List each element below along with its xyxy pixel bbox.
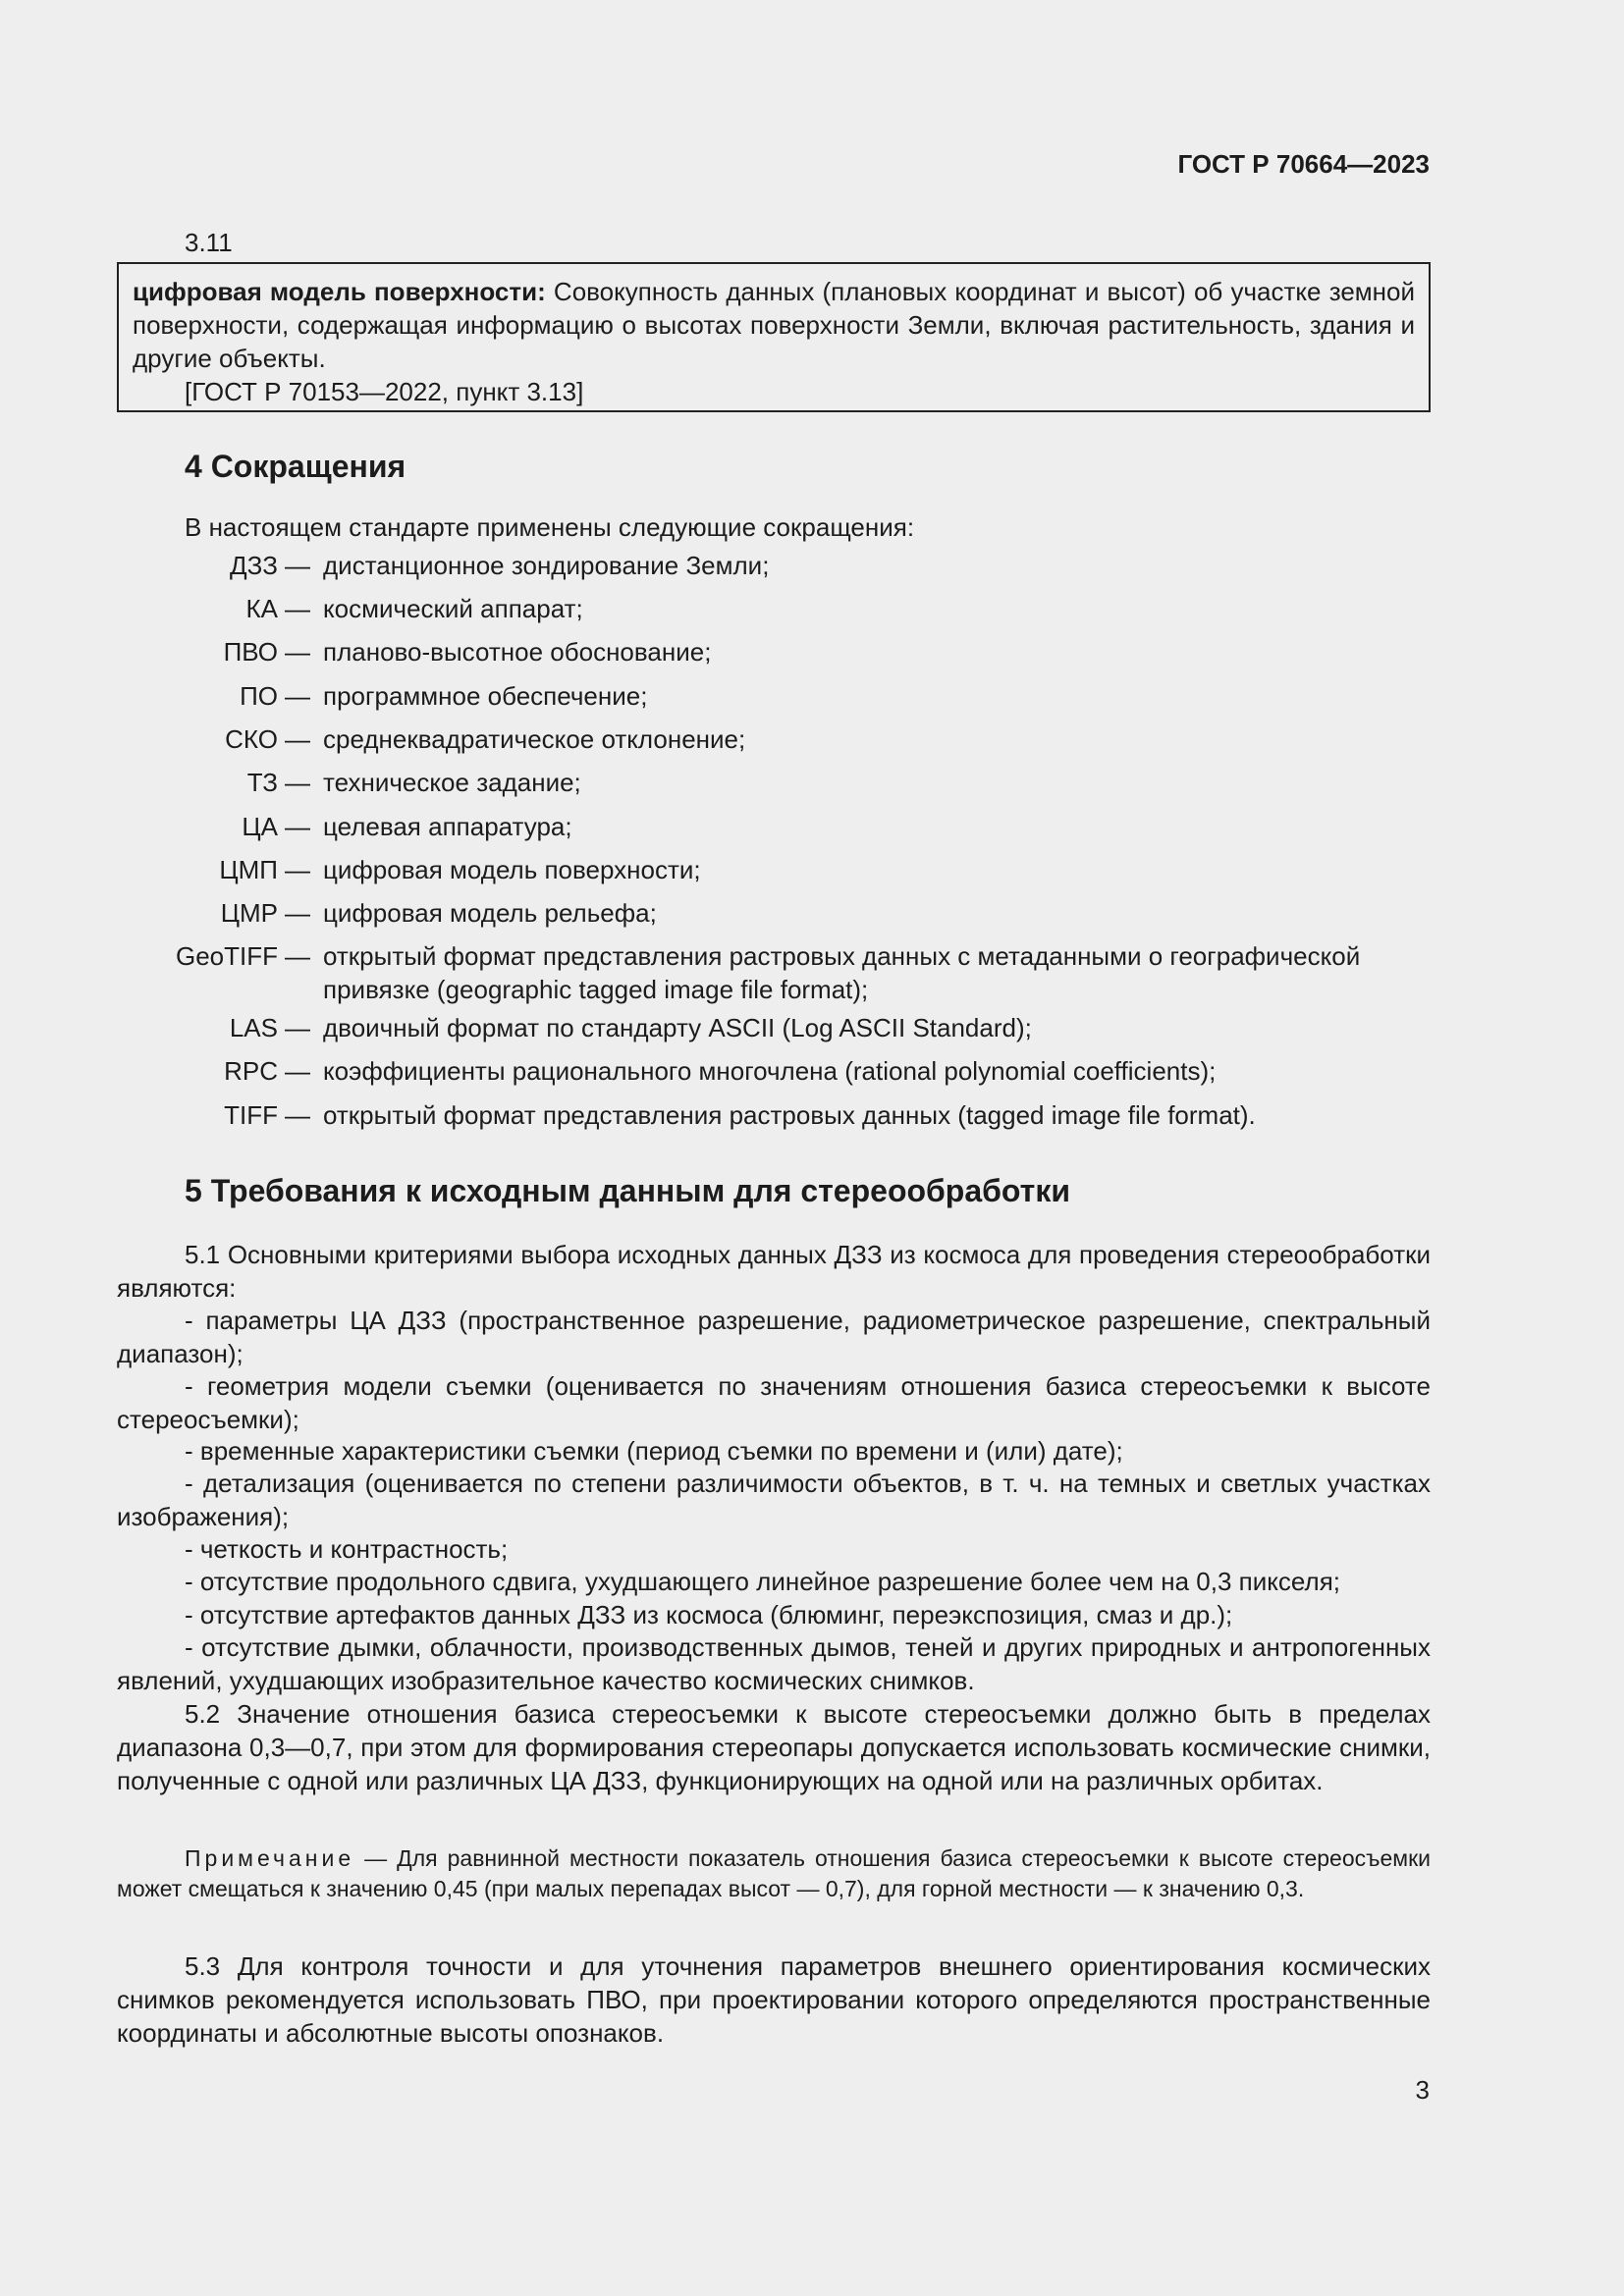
abbreviation-description: целевая аппаратура;	[323, 812, 572, 841]
abbreviation-description: программное обеспечение;	[323, 681, 648, 711]
section-5-heading: 5 Требования к исходным данным для стереообработки	[185, 1173, 1071, 1208]
abbreviation-item	[0, 939, 1431, 1004]
abbreviation-code: GeoTIFF	[175, 941, 278, 971]
abbreviation-dash: —	[285, 812, 310, 841]
abbreviation-description: открытый формат представления растровых данных с метаданными о географической привязке (geographic tagged image file format);	[323, 941, 1361, 1004]
abbreviation-item	[0, 766, 1431, 809]
paragraph-5-3: 5.3 Для контроля точности и для уточнения параметров внешнего ориентирования космических снимков рекомендуется использовать ПВО, при проектировании которого определяются пространственные координаты и абсолютные высоты опознаков.	[117, 1951, 1431, 2048]
abbreviation-dash: —	[285, 637, 310, 667]
abbreviation-dash: —	[285, 1056, 310, 1086]
criteria-item: - временные характеристики съемки (период съемки по времени и (или) дате);	[185, 1436, 1123, 1466]
abbreviation-code: ЦМП	[219, 855, 278, 884]
abbreviation-item	[0, 1054, 1431, 1097]
abbreviation-item	[0, 1011, 1431, 1054]
note-text: — Для равнинной местности показатель отношения базиса стереосъемки к высоте стереосъемки может смещаться к значению 0,45 (при малых перепадах высот — 0,7), для горной местности — к значению 0,3.	[117, 1845, 1431, 1901]
abbreviation-item	[0, 722, 1431, 766]
criteria-item: - детализация (оценивается по степени различимости объектов, в т. ч. на темных и светлых участках изображения);	[117, 1468, 1431, 1531]
abbreviation-dash: —	[285, 1100, 310, 1130]
abbreviation-item	[0, 1098, 1431, 1142]
page-number: 3	[1415, 2075, 1430, 2105]
abbreviation-item	[0, 810, 1431, 853]
abbreviation-dash: —	[285, 941, 310, 971]
abbreviation-code: ЦА	[242, 812, 278, 841]
term-number: 3.11	[185, 228, 233, 257]
abbreviation-code: LAS	[229, 1013, 278, 1042]
abbreviation-description: открытый формат представления растровых данных (tagged image file format).	[323, 1100, 1256, 1130]
criteria-item: - отсутствие дымки, облачности, производственных дымов, теней и других природных и антропогенных явлений, ухудшающих изобразительное качество космических снимков.	[117, 1632, 1431, 1695]
criteria-item: - отсутствие артефактов данных ДЗЗ из космоса (блюминг, переэкспозиция, смаз и др.);	[185, 1600, 1233, 1629]
abbreviation-dash: —	[285, 724, 310, 754]
abbreviation-code: ПО	[240, 681, 278, 711]
abbreviation-code: RPC	[224, 1056, 278, 1086]
paragraph-5-2: 5.2 Значение отношения базиса стереосъемки к высоте стереосъемки должно быть в пределах диапазона 0,3—0,7, при этом для формирования стереопары допускается использовать космические снимки, полученные с одной или различных ЦА ДЗЗ, функционирующих на одной или на различных орбитах.	[117, 1699, 1431, 1795]
abbreviation-description: коэффициенты рационального многочлена (rational polynomial coefficients);	[323, 1056, 1217, 1086]
abbreviation-item	[0, 549, 1431, 592]
note-label: Примечание	[185, 1845, 355, 1871]
abbreviation-description: цифровая модель рельефа;	[323, 898, 657, 928]
abbreviation-description: планово-высотное обоснование;	[323, 637, 712, 667]
abbreviation-code: ТЗ	[246, 768, 278, 797]
document-id-header: ГОСТ Р 70664—2023	[1177, 149, 1430, 179]
note-5-2	[117, 1843, 1431, 1904]
abbreviation-description: цифровая модель поверхности;	[323, 855, 701, 884]
abbreviation-item	[0, 853, 1431, 896]
abbreviation-dash: —	[285, 1013, 310, 1042]
term-title: цифровая модель поверхности:	[133, 277, 546, 306]
abbreviation-description: техническое задание;	[323, 768, 581, 797]
term-reference: [ГОСТ Р 70153—2022, пункт 3.13]	[185, 377, 584, 406]
abbreviation-code: ЦМР	[220, 898, 278, 928]
abbreviation-description: среднеквадратическое отклонение;	[323, 724, 746, 754]
term-definition-box	[117, 262, 1431, 412]
paragraph-5-1: 5.1 Основными критериями выбора исходных данных ДЗЗ из космоса для проведения стереообработки являются:	[117, 1240, 1431, 1303]
abbreviation-description: двоичный формат по стандарту ASCII (Log ASCII Standard);	[323, 1013, 1032, 1042]
abbreviation-item	[0, 592, 1431, 635]
abbreviation-code: КА	[245, 594, 278, 623]
abbreviation-item	[0, 635, 1431, 678]
abbreviation-code: ДЗЗ	[229, 551, 278, 580]
abbreviation-code: ПВО	[223, 637, 278, 667]
section-4-intro: В настоящем стандарте применены следующие сокращения:	[185, 512, 915, 542]
abbreviation-code: СКО	[225, 724, 278, 754]
abbreviation-dash: —	[285, 898, 310, 928]
abbreviation-dash: —	[285, 681, 310, 711]
abbreviation-dash: —	[285, 768, 310, 797]
section-4-heading: 4 Сокращения	[185, 449, 406, 484]
abbreviation-item	[0, 679, 1431, 722]
abbreviation-description: космический аппарат;	[323, 594, 583, 623]
criteria-item: - параметры ЦА ДЗЗ (пространственное разрешение, радиометрическое разрешение, спектральный диапазон);	[117, 1306, 1431, 1368]
abbreviation-dash: —	[285, 594, 310, 623]
criteria-item: - отсутствие продольного сдвига, ухудшающего линейное разрешение более чем на 0,3 пикселя;	[185, 1567, 1340, 1596]
abbreviation-item	[0, 896, 1431, 939]
criteria-item: - геометрия модели съемки (оценивается по значениям отношения базиса стереосъемки к высоте стереосъемки);	[117, 1371, 1431, 1434]
term-definition: Совокупность данных (плановых координат и высот) об участке земной поверхности, содержащая информацию о высотах поверхности Земли, включая растительность, здания и другие объекты.	[133, 277, 1415, 373]
abbreviation-description: дистанционное зондирование Земли;	[323, 551, 770, 580]
abbreviation-dash: —	[285, 855, 310, 884]
criteria-item: - четкость и контрастность;	[185, 1534, 509, 1564]
abbreviation-dash: —	[285, 551, 310, 580]
abbreviation-code: TIFF	[224, 1100, 278, 1130]
